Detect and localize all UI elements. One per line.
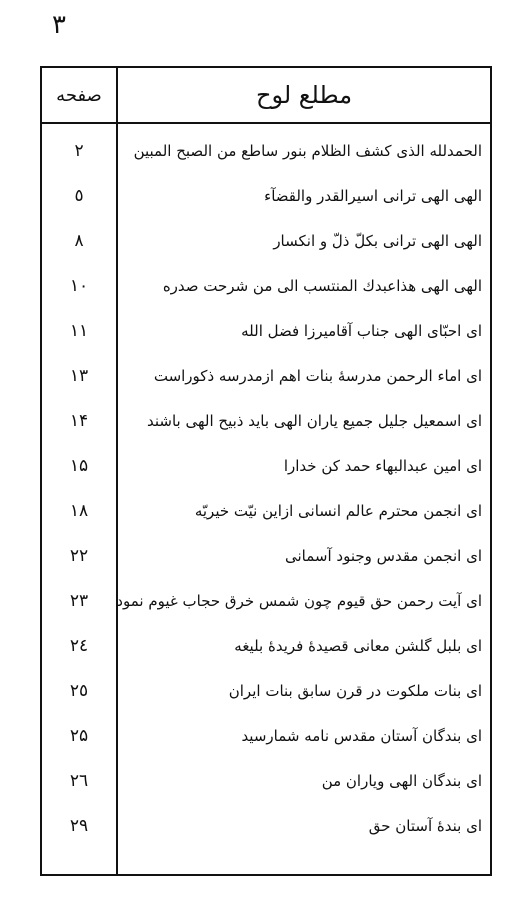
row-title: ای بندگان الهی ویاران من [321, 772, 482, 790]
table-row [42, 579, 490, 623]
row-title: ای انجمن محترم عالم انسانی ازاین نیّت خیریّه [194, 502, 482, 520]
row-title: ای بنات ملکوت در قرن سابق بنات ایران [228, 682, 482, 700]
table-row [42, 489, 490, 533]
table-header [42, 68, 490, 124]
table-row [42, 444, 490, 488]
row-page-number: ٢٢ [69, 546, 89, 566]
table-row [42, 804, 490, 848]
row-title: الهی الهی هذاعبدك المنتسب الی من شرحت صدره [162, 277, 482, 295]
page-number: ٣ [52, 10, 66, 40]
row-page-number: ٢٣ [69, 591, 89, 611]
page-column-header: صفحه [56, 84, 102, 106]
row-page-number: ١٠ [69, 276, 89, 296]
row-page-number: ٨ [74, 231, 84, 251]
row-page-number: ٢ [74, 141, 84, 161]
table-row [42, 669, 490, 713]
row-title: ای امین عبدالبهاء حمد کن خدارا [283, 457, 482, 475]
row-title: ای انجمن مقدس وجنود آسمانی [284, 547, 482, 565]
row-page-number: ١۴ [69, 411, 89, 431]
table-row [42, 309, 490, 353]
row-title: ای بندگان آستان مقدس نامه شمارسید [241, 727, 482, 745]
table-row [42, 399, 490, 443]
row-page-number: ١٣ [69, 366, 89, 386]
row-title: ای بندهٔ آستان حق [368, 817, 482, 835]
row-page-number: ١٨ [69, 501, 89, 521]
row-page-number: ٥ [74, 186, 84, 206]
table-row [42, 129, 490, 173]
row-title: ای اماء الرحمن مدرسهٔ بنات اهم ازمدرسه ذکوراست [153, 367, 482, 385]
table-row [42, 354, 490, 398]
table-row [42, 714, 490, 758]
row-title: الهی الهی ترانی اسیرالقدر والقضآء [264, 187, 482, 205]
row-page-number: ٢٩ [69, 816, 89, 836]
row-page-number: ٢٦ [69, 771, 89, 791]
title-column-header: مطلع لوح [255, 81, 353, 109]
row-page-number: ٢۵ [69, 726, 89, 746]
row-page-number: ١۵ [69, 456, 89, 476]
table-row [42, 534, 490, 578]
row-page-number: ٢٥ [69, 681, 89, 701]
row-title: ای بلبل گلشن معانی قصیدهٔ فریدهٔ بلیغه [234, 637, 482, 655]
row-page-number: ١١ [69, 321, 89, 341]
row-title: ای احبّای الهی جناب آقامیرزا فضل الله [241, 322, 482, 340]
table-row [42, 264, 490, 308]
row-title: ای اسمعیل جلیل جمیع یاران الهی باید ذبیح الهی باشند [147, 412, 482, 430]
row-title: ای آیت رحمن حق قیوم چون شمس خرق حجاب غیوم نمود [116, 592, 482, 610]
table-row [42, 759, 490, 803]
row-title: الهی الهی ترانی بکلّ ذلّ و انکسار [273, 232, 482, 250]
row-page-number: ٢٤ [69, 636, 89, 656]
table-row [42, 219, 490, 263]
table-row [42, 624, 490, 668]
table-of-contents [40, 66, 492, 876]
row-title: الحمدلله الذی کشف الظلام بنور ساطع من الصبح المبین [133, 142, 482, 160]
table-row [42, 174, 490, 218]
